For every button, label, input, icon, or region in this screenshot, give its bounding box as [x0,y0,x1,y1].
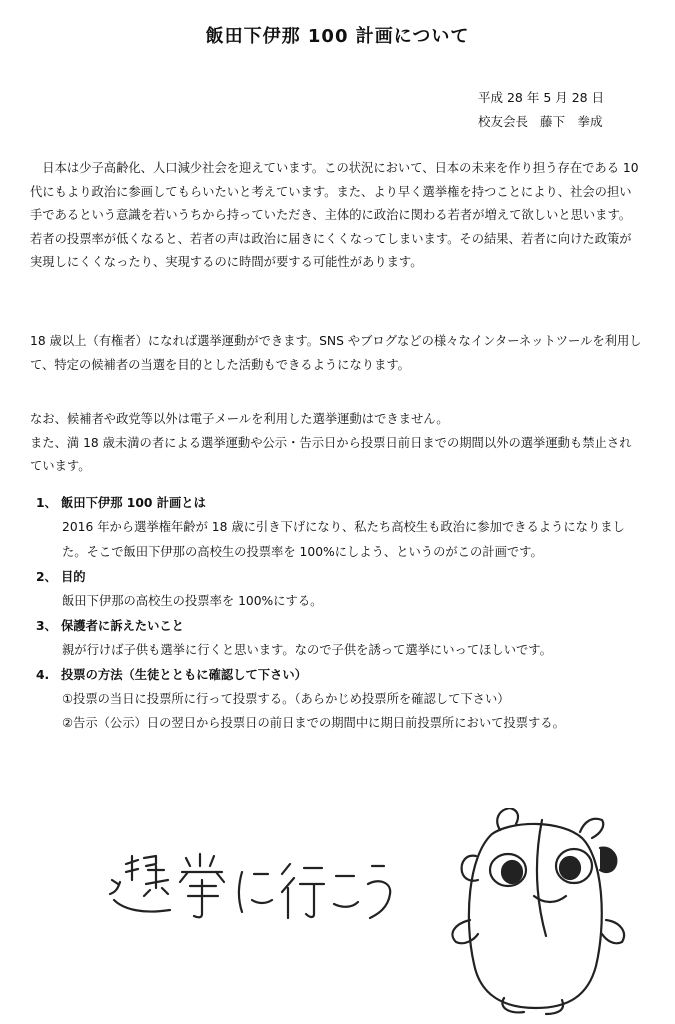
section-item: ①投票の当日に投票所に行って投票する。（あらかじめ投票所を確認して下さい） [62,692,510,706]
mascot-illustration [430,808,650,1018]
document-title: 飯田下伊那 100 計画について [205,26,470,47]
section-heading [36,663,636,687]
document-meta [478,86,615,134]
paragraph-intro [30,157,642,275]
section-title: 目的 [61,570,86,584]
paragraph-line: 日本は少子高齢化、人口減少社会を迎えています。この状況において、日本の未来を作り担う存在である 10 代にもより政治に参画してもらいたいと考えています。また、より早く選挙権を持つことにより、社会の担い手であるという意識を若いうちから持っていただき、主体的に政治に関わる若者が増えて欲しいと思います。 [30,161,639,223]
paragraph-line: また、満 18 歳未満の者による選挙運動や公示・告示日から投票日前日までの期間以外の選挙運動も禁止されています。 [30,435,632,474]
section-title: 投票の方法（生徒とともに確認して下さい） [61,668,307,682]
document-author [478,110,615,134]
section-number: 4. [36,668,50,682]
author-name: 藤下 拳成 [540,114,603,129]
section-heading [36,491,636,515]
section-title: 飯田下伊那 100 計画とは [61,496,206,510]
section-body: 親が行けば子供も選挙に行くと思います。なので子供を誘って選挙にいってほしいです。 [62,643,552,657]
section-body: 2016 年から選挙権年齢が 18 歳に引き下げになり、私たち高校生も政治に参加できるようになりました。そこで飯田下伊那の高校生の投票率を 100%にしよう、というのがこの計画です。 [62,520,625,559]
paragraph-campaign [30,330,642,377]
paragraph-line: なお、候補者や政党等以外は電子メールを利用した選挙運動はできません。 [30,412,449,426]
paragraph-line: 若者の投票率が低くなると、若者の声は政治に届きにくくなってしまいます。その結果、若者に向けた政策が実現しにくくなったり、実現するのに時間が要する可能性があります。 [30,231,632,270]
section-body: 飯田下伊那の高校生の投票率を 100%にする。 [62,594,323,608]
handwritten-slogan-image [104,842,404,942]
numbered-sections [36,491,636,735]
section-number: 1、 [36,496,57,510]
paragraph-line: 18 歳以上（有権者）になれば選挙運動ができます。SNS やブログなどの様々なインターネットツールを利用して、特定の候補者の当選を目的とした活動もできるようになります。 [30,334,642,372]
section-heading [36,614,636,638]
document-date: 平成 28 年 5 月 28 日 [478,90,605,105]
section-item: ②告示（公示）日の翌日から投票日の前日までの期間中に期日前投票所において投票する。 [62,716,565,730]
author-role: 校友会長 [478,114,529,129]
paragraph-restrictions [30,408,642,479]
section-number: 2、 [36,570,57,584]
section-heading [36,565,636,589]
section-number: 3、 [36,619,57,633]
section-title: 保護者に訴えたいこと [61,619,184,633]
